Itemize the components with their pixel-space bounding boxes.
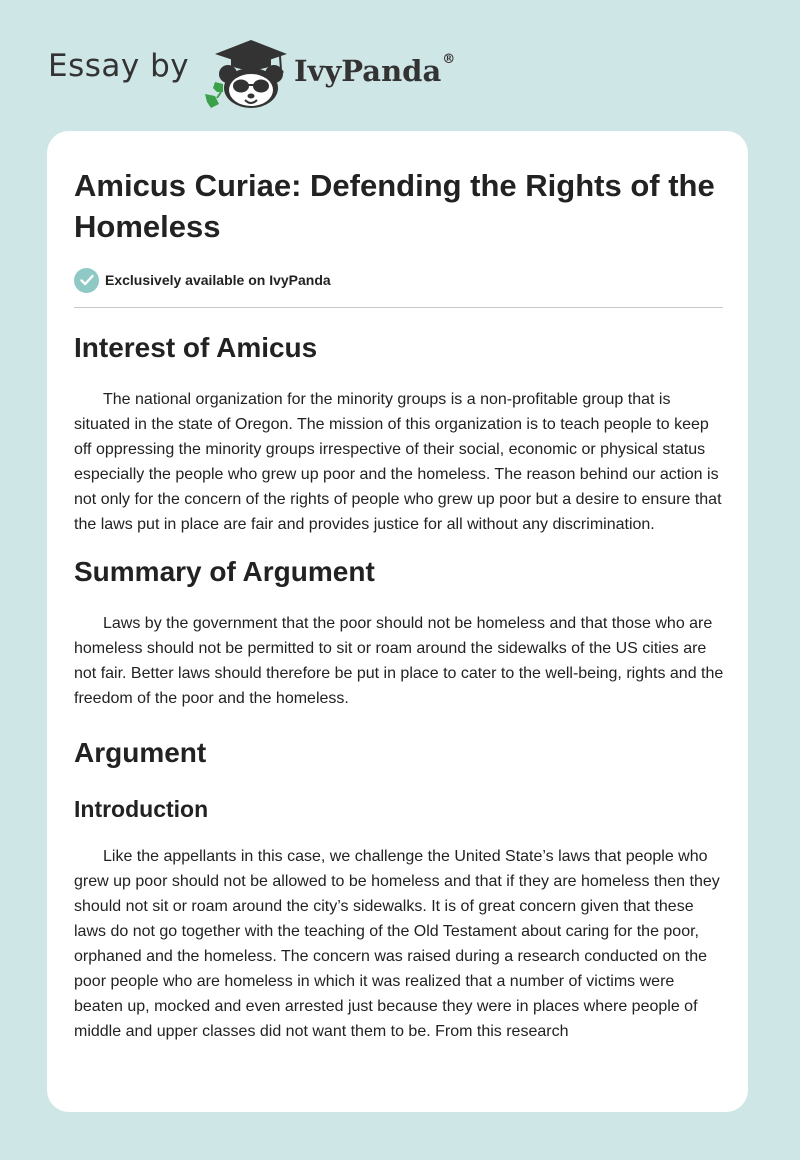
section-paragraph-interest: The national organization for the minority groups is a non-profitable group that is situated in the state of Oregon. The mission of this organization is to teach people to keep off oppressing the minority groups irrespective of their social, economic or physical status especially the people who grew up poor and the homeless. The reason behind our action is not only for the concern of the rights of people who grew up poor but a desire to ensure that the laws put in place are fair and provides justice for all without any discrimination.: [74, 391, 722, 533]
exclusive-badge: [74, 267, 724, 293]
section-heading-summary: Summary of Argument: [74, 556, 375, 587]
section-heading-argument: Argument: [74, 737, 207, 768]
registered-mark: ®: [442, 52, 456, 67]
article-content: [74, 165, 724, 1044]
site-header: [48, 30, 468, 110]
exclusive-badge-text: Exclusively available on IvyPanda: [105, 272, 331, 288]
article-card: [47, 131, 748, 1112]
article-title: Amicus Curiae: Defending the Rights of the Homeless: [74, 168, 715, 244]
brand-name[interactable]: IvyPanda®: [294, 52, 456, 88]
essay-by-label: Essay by: [48, 48, 190, 84]
panda-graduate-icon[interactable]: [201, 34, 293, 110]
check-circle-icon: [74, 268, 99, 293]
section-paragraph-summary: Laws by the government that the poor should not be homeless and that those who are homeless should not be permitted to sit or roam around the sidewalks of the US cities are not fair. Better laws should therefore be put in place to cater to the well-being, rights and the freedom of the poor and the homeless.: [74, 615, 724, 707]
subheading-introduction: Introduction: [74, 796, 209, 822]
section-paragraph-introduction: Like the appellants in this case, we challenge the United State’s laws that people who grew up poor should not be allowed to be homeless and that if they are homeless then they should not sit or roam around the city’s sidewalks. It is of great concern given that these laws do not go together with the teaching of the Old Testament about caring for the poor, orphaned and the homeless. The concern was raised during a research conducted on the poor people who are homeless in which it was realized that a number of victims were beaten up, mocked and even arrested just because they were in places where people of middle and upper classes did not want them to be. From this research: [74, 848, 720, 1040]
section-heading-interest: Interest of Amicus: [74, 332, 318, 363]
title-divider: [74, 307, 723, 308]
